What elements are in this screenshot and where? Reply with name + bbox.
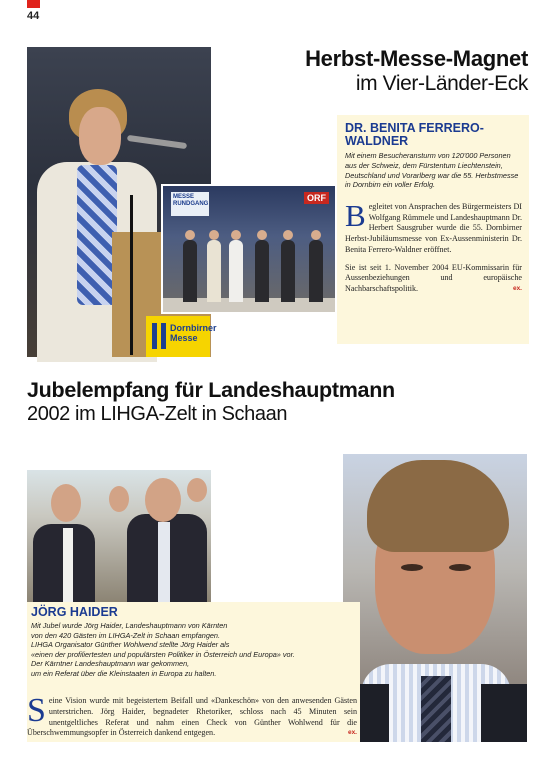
group-photo bbox=[161, 184, 337, 314]
portrait-photo bbox=[343, 454, 527, 742]
author-signature: ex. bbox=[512, 285, 522, 292]
article-subtitle-2: 2002 im LIHGA-Zelt in Schaan bbox=[27, 403, 288, 425]
page-marker bbox=[27, 0, 40, 8]
body-text: Begleitet von Ansprachen des Bürgermeisters DI Wolfgang Rümmele und Landeshauptmann Dr. Herbert Sausgruber wurde die 55. Dornbirner Herbst-Jubiläumsmesse von Ex-Aussenministerin Dr. Benita Ferrero-Waldner eröffnet. bbox=[345, 197, 522, 254]
messe-logo bbox=[146, 316, 217, 357]
lead-text: Mit einem Besucheransturm von 120'000 Personen aus der Schweiz, dem Fürstentum Liechtenstein, Deutschland und Vorarlberg war die 55. Herbstmesse in Dornbirn ein voller Erfolg. bbox=[345, 151, 519, 190]
article-title: Herbst-Messe-Magnet bbox=[305, 46, 528, 71]
info-box bbox=[337, 115, 529, 344]
article-title-2: Jubelempfang für Landeshauptmann bbox=[27, 378, 395, 402]
person-name: DR. BENITA FERRERO-WALDNER bbox=[345, 121, 484, 149]
lead-text-2: Mit Jubel wurde Jörg Haider, Landeshauptmann von Kärnten von den 420 Gästen im LIHGA-Zelt in Schaan empfangen. LIHGA Organisator Günther Wohlwend stellte Jörg Haider als «einen der profiliertesten und populärsten Politiker in Österreich und Europa» vor. Der Kärntner Landeshauptmann war gekommen, um ein Referat über die Kleinstaaten in Europa zu halten. bbox=[31, 621, 295, 678]
author-signature-2: ex. bbox=[347, 729, 357, 737]
article-subtitle: im Vier-Länder-Eck bbox=[355, 72, 528, 95]
body-text-2: Sie ist seit 1. November 2004 EU-Kommissarin für Aussenbeziehungen und europäische Nachbarschaftspolitik. ex. bbox=[345, 262, 522, 293]
person-name-2: JÖRG HAIDER bbox=[31, 605, 118, 619]
photo-sign: MESSE RUNDGANG bbox=[171, 192, 209, 216]
body-text-3: Seine Vision wurde mit begeistertem Beifall und «Dankeschön» von den anwesenden Gästen unterstrichen. Jörg Haider, begnadeter Rhetoriker, schloss nach 45 Minuten sein unentgeltliches Referat und nahm einen Check von Günther Wohlwend für die Überschwemmungsopfer in Österreich dankend entgegen. ex. bbox=[27, 692, 357, 738]
page-number: 44 bbox=[27, 10, 40, 22]
orf-badge: ORF bbox=[304, 192, 329, 204]
reception-photo bbox=[27, 470, 211, 602]
drop-cap: B bbox=[345, 197, 366, 233]
drop-cap-2: S bbox=[27, 692, 46, 729]
logo-mark-icon bbox=[152, 323, 166, 349]
logo-text: Dornbirner Messe bbox=[170, 323, 217, 344]
